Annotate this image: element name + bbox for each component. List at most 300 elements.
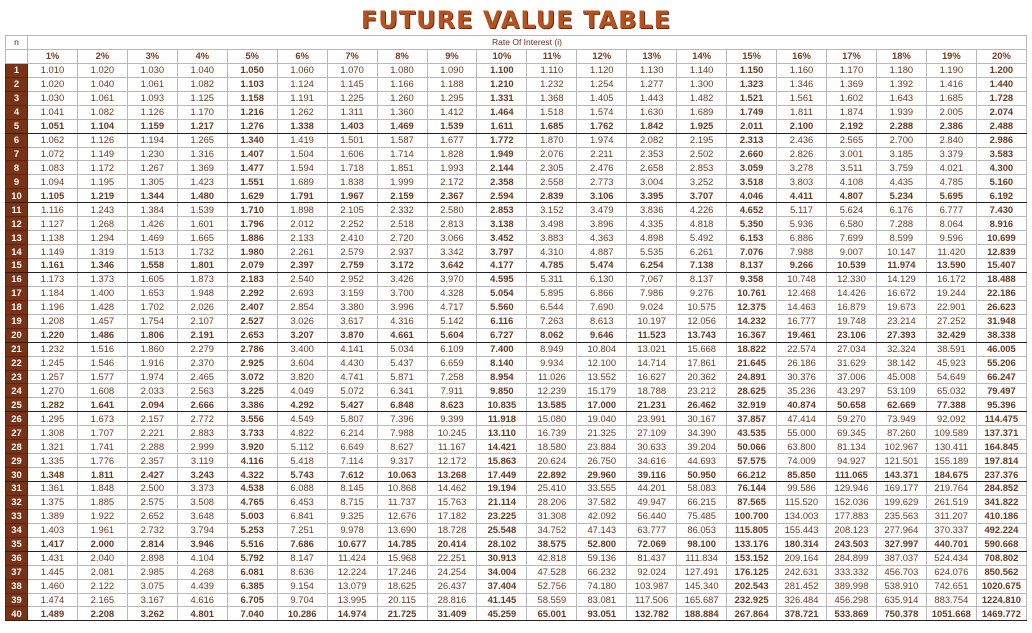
value-cell: 2.192: [827, 119, 877, 133]
future-value-table-page: [5, 5, 1027, 631]
value-cell: 5.160: [976, 175, 1026, 189]
value-cell: 492.224: [976, 523, 1026, 537]
value-cell: 4.292: [277, 398, 327, 412]
value-cell: 21.325: [577, 426, 627, 440]
value-cell: 93.051: [577, 607, 627, 621]
value-cell: 4.822: [277, 426, 327, 440]
value-cell: 1.262: [277, 105, 327, 119]
value-cell: 1.294: [77, 231, 127, 245]
value-cell: 56.440: [627, 509, 677, 523]
value-cell: 9.646: [577, 328, 627, 342]
value-cell: 92.024: [627, 565, 677, 579]
value-cell: 63.777: [627, 523, 677, 537]
value-cell: 75.485: [677, 509, 727, 523]
rate-header: 12%: [577, 49, 627, 63]
value-cell: 1.245: [28, 356, 78, 370]
value-cell: 12.839: [976, 245, 1026, 259]
table-row: [6, 314, 1027, 328]
value-cell: 2.221: [127, 426, 177, 440]
value-cell: 66.232: [577, 565, 627, 579]
value-cell: 12.375: [727, 300, 777, 314]
value-cell: 2.786: [227, 342, 277, 356]
value-cell: 28.102: [477, 537, 527, 551]
period-cell: 17: [6, 286, 28, 300]
value-cell: 1.384: [127, 203, 177, 217]
value-cell: 2.370: [177, 356, 227, 370]
value-cell: 87.260: [876, 426, 926, 440]
value-cell: 1.051: [28, 119, 78, 133]
table-row: [6, 495, 1027, 509]
value-cell: 58.083: [677, 482, 727, 496]
value-cell: 13.079: [327, 579, 377, 593]
value-cell: 14.463: [777, 300, 827, 314]
value-cell: 31.308: [527, 509, 577, 523]
value-cell: 23.214: [876, 314, 926, 328]
value-cell: 2.839: [527, 189, 577, 203]
value-cell: 8.949: [527, 342, 577, 356]
value-cell: 34.390: [677, 426, 727, 440]
value-cell: 1.561: [777, 91, 827, 105]
table-row: [6, 579, 1027, 593]
value-cell: 1.191: [277, 91, 327, 105]
value-cell: 1.062: [28, 133, 78, 147]
value-cell: 2.313: [727, 133, 777, 147]
value-cell: 3.498: [527, 217, 577, 231]
value-cell: 16.627: [627, 370, 677, 384]
value-cell: 6.176: [876, 203, 926, 217]
value-cell: 1.689: [277, 175, 327, 189]
value-cell: 2.292: [227, 286, 277, 300]
value-cell: 6.088: [277, 482, 327, 496]
value-cell: 62.669: [876, 398, 926, 412]
value-cell: 2.853: [677, 161, 727, 175]
value-cell: 1.653: [127, 286, 177, 300]
value-cell: 2.357: [127, 454, 177, 468]
value-cell: 3.511: [827, 161, 877, 175]
value-cell: 708.802: [976, 551, 1026, 565]
table-row: [6, 286, 1027, 300]
value-cell: 45.923: [926, 356, 976, 370]
table-row: [6, 551, 1027, 565]
value-cell: 1.870: [527, 133, 577, 147]
value-cell: 237.376: [976, 468, 1026, 482]
value-cell: 1051.668: [926, 607, 976, 621]
value-cell: 1.464: [477, 105, 527, 119]
rate-of-interest-header: Rate Of Interest (i): [28, 36, 1027, 50]
value-cell: 19.461: [777, 328, 827, 342]
value-cell: 4.049: [277, 384, 327, 398]
value-cell: 1.159: [127, 119, 177, 133]
value-cell: 4.104: [177, 551, 227, 565]
value-cell: 19.244: [926, 286, 976, 300]
value-cell: 2.565: [827, 133, 877, 147]
value-cell: 38.591: [926, 342, 976, 356]
table-row: [6, 440, 1027, 454]
value-cell: 6.109: [427, 342, 477, 356]
value-cell: 132.782: [627, 607, 677, 621]
value-cell: 27.109: [627, 426, 677, 440]
value-cell: 2.826: [777, 147, 827, 161]
value-cell: 3.479: [577, 203, 627, 217]
value-cell: 1.311: [327, 105, 377, 119]
rate-header: 20%: [976, 49, 1026, 63]
value-cell: 23.212: [677, 384, 727, 398]
value-cell: 850.562: [976, 565, 1026, 579]
value-cell: 4.717: [427, 300, 477, 314]
period-cell: 36: [6, 551, 28, 565]
value-cell: 1.762: [577, 119, 627, 133]
value-cell: 1.094: [28, 175, 78, 189]
value-cell: 1.219: [77, 189, 127, 203]
value-cell: 4.268: [177, 565, 227, 579]
rate-header: 19%: [926, 49, 976, 63]
value-cell: 1.392: [876, 77, 926, 91]
value-cell: 72.069: [627, 537, 677, 551]
value-cell: 1469.772: [976, 607, 1026, 621]
value-cell: 3.707: [677, 189, 727, 203]
value-cell: 3.797: [477, 245, 527, 259]
value-cell: 13.995: [327, 593, 377, 607]
value-cell: 1.707: [77, 426, 127, 440]
value-cell: 1.791: [277, 189, 327, 203]
value-cell: 1.594: [277, 161, 327, 175]
value-cell: 387.037: [876, 551, 926, 565]
table-row: [6, 482, 1027, 496]
value-cell: 77.388: [926, 398, 976, 412]
rate-header: 4%: [177, 49, 227, 63]
value-cell: 1.629: [227, 189, 277, 203]
value-cell: 176.125: [727, 565, 777, 579]
value-cell: 7.067: [627, 272, 677, 286]
value-cell: 2.999: [177, 440, 227, 454]
value-cell: 242.631: [777, 565, 827, 579]
value-cell: 18.625: [377, 579, 427, 593]
value-cell: 115.805: [727, 523, 777, 537]
value-cell: 1.090: [427, 63, 477, 77]
value-cell: 18.488: [976, 272, 1026, 286]
value-cell: 114.475: [976, 412, 1026, 426]
value-cell: 12.056: [677, 314, 727, 328]
value-cell: 8.954: [477, 370, 527, 384]
value-cell: 4.430: [327, 356, 377, 370]
value-cell: 2.558: [527, 175, 577, 189]
period-cell: 16: [6, 272, 28, 286]
period-cell: 18: [6, 300, 28, 314]
period-cell: 39: [6, 593, 28, 607]
value-cell: 2.157: [127, 412, 177, 426]
value-cell: 3.648: [177, 509, 227, 523]
value-cell: 1.368: [527, 91, 577, 105]
value-cell: 1.170: [827, 63, 877, 77]
table-body: [6, 63, 1027, 621]
period-cell: 27: [6, 426, 28, 440]
value-cell: 1.254: [577, 77, 627, 91]
value-cell: 19.748: [827, 314, 877, 328]
value-cell: 1.480: [177, 189, 227, 203]
value-cell: 1.232: [527, 77, 577, 91]
value-cell: 1.210: [477, 77, 527, 91]
value-cell: 4.316: [377, 314, 427, 328]
value-cell: 42.092: [577, 509, 627, 523]
value-cell: 5.604: [427, 328, 477, 342]
value-cell: 3.386: [227, 398, 277, 412]
value-cell: 37.006: [827, 370, 877, 384]
value-cell: 3.759: [876, 161, 926, 175]
value-cell: 2.011: [727, 119, 777, 133]
value-cell: 2.172: [427, 175, 477, 189]
value-cell: 3.820: [277, 370, 327, 384]
value-cell: 2.883: [177, 426, 227, 440]
rate-header: 14%: [677, 49, 727, 63]
value-cell: 7.988: [377, 426, 427, 440]
period-cell: 23: [6, 370, 28, 384]
value-cell: 11.424: [327, 551, 377, 565]
period-cell: 3: [6, 91, 28, 105]
value-cell: 13.268: [427, 468, 477, 482]
value-cell: 1.925: [677, 119, 727, 133]
value-cell: 53.109: [876, 384, 926, 398]
value-cell: 4.785: [926, 175, 976, 189]
value-cell: 202.543: [727, 579, 777, 593]
value-cell: 95.396: [976, 398, 1026, 412]
value-cell: 45.259: [477, 607, 527, 621]
value-cell: 6.153: [727, 231, 777, 245]
value-cell: 1.848: [77, 482, 127, 496]
value-cell: 1.710: [227, 203, 277, 217]
value-cell: 111.065: [827, 468, 877, 482]
value-cell: 28.816: [427, 593, 477, 607]
value-cell: 1.130: [627, 63, 677, 77]
value-cell: 1.702: [127, 300, 177, 314]
value-cell: 1.127: [28, 217, 78, 231]
value-cell: 42.818: [527, 551, 577, 565]
value-cell: 281.452: [777, 579, 827, 593]
value-cell: 2.159: [377, 189, 427, 203]
value-cell: 115.520: [777, 495, 827, 509]
value-cell: 45.008: [876, 370, 926, 384]
value-cell: 1.072: [28, 147, 78, 161]
value-cell: 1.158: [227, 91, 277, 105]
value-cell: 1.558: [127, 259, 177, 273]
value-cell: 134.003: [777, 509, 827, 523]
value-cell: 1.172: [77, 161, 127, 175]
value-cell: 1.714: [377, 147, 427, 161]
value-cell: 6.886: [777, 231, 827, 245]
value-cell: 2.518: [377, 217, 427, 231]
value-cell: 1.161: [28, 259, 78, 273]
value-cell: 103.987: [627, 579, 677, 593]
value-cell: 6.341: [377, 384, 427, 398]
value-cell: 8.613: [577, 314, 627, 328]
value-cell: 31.948: [976, 314, 1026, 328]
value-cell: 23.991: [627, 412, 677, 426]
value-cell: 2.840: [926, 133, 976, 147]
value-cell: 1.630: [627, 105, 677, 119]
period-cell: 35: [6, 537, 28, 551]
value-cell: 9.358: [727, 272, 777, 286]
value-cell: 750.378: [876, 607, 926, 621]
value-cell: 5.350: [727, 217, 777, 231]
value-cell: 145.340: [677, 579, 727, 593]
value-cell: 2.693: [277, 286, 327, 300]
value-cell: 1.685: [926, 91, 976, 105]
value-cell: 1.149: [77, 147, 127, 161]
table-row: [6, 607, 1027, 621]
period-cell: 32: [6, 495, 28, 509]
value-cell: 1.338: [277, 119, 327, 133]
value-cell: 15.763: [427, 495, 477, 509]
value-cell: 10.245: [427, 426, 477, 440]
value-cell: 3.400: [277, 342, 327, 356]
value-cell: 14.129: [876, 272, 926, 286]
value-cell: 1.373: [77, 272, 127, 286]
value-cell: 4.300: [976, 161, 1026, 175]
table-row: [6, 565, 1027, 579]
value-cell: 92.092: [926, 412, 976, 426]
table-row: [6, 77, 1027, 91]
value-cell: 12.330: [827, 272, 877, 286]
value-cell: 3.119: [177, 454, 227, 468]
rate-header: 1%: [28, 49, 78, 63]
value-cell: 326.484: [777, 593, 827, 607]
value-cell: 2.183: [227, 272, 277, 286]
value-cell: 10.575: [677, 300, 727, 314]
value-cell: 7.114: [327, 454, 377, 468]
value-cell: 34.752: [527, 523, 577, 537]
value-cell: 19.194: [477, 482, 527, 496]
table-row: [6, 217, 1027, 231]
value-cell: 1.217: [177, 119, 227, 133]
value-cell: 1.196: [28, 300, 78, 314]
value-cell: 18.728: [427, 523, 477, 537]
value-cell: 1.967: [327, 189, 377, 203]
value-cell: 2.563: [177, 384, 227, 398]
value-cell: 3.700: [377, 286, 427, 300]
value-cell: 440.701: [926, 537, 976, 551]
value-cell: 4.177: [477, 259, 527, 273]
table-row: [6, 454, 1027, 468]
value-cell: 10.147: [876, 245, 926, 259]
value-cell: 1.440: [976, 77, 1026, 91]
value-cell: 1.041: [28, 105, 78, 119]
value-cell: 1.389: [28, 509, 78, 523]
value-cell: 1.980: [227, 245, 277, 259]
value-cell: 327.997: [876, 537, 926, 551]
value-cell: 1.948: [177, 286, 227, 300]
table-row: [6, 328, 1027, 342]
value-cell: 1.417: [28, 537, 78, 551]
value-cell: 44.201: [627, 482, 677, 496]
value-cell: 6.254: [627, 259, 677, 273]
value-cell: 69.345: [827, 426, 877, 440]
value-cell: 3.870: [327, 328, 377, 342]
value-cell: 21.725: [377, 607, 427, 621]
value-cell: 1.225: [327, 91, 377, 105]
value-cell: 2.465: [177, 370, 227, 384]
value-cell: 410.186: [976, 509, 1026, 523]
value-cell: 3.225: [227, 384, 277, 398]
value-cell: 1.216: [227, 105, 277, 119]
value-cell: 1.922: [77, 509, 127, 523]
value-cell: 16.367: [727, 328, 777, 342]
value-cell: 10.835: [477, 398, 527, 412]
value-cell: 2.288: [876, 119, 926, 133]
value-cell: 311.207: [926, 509, 976, 523]
value-cell: 27.252: [926, 314, 976, 328]
value-cell: 4.741: [327, 370, 377, 384]
value-cell: 3.262: [127, 607, 177, 621]
value-cell: 2.985: [127, 565, 177, 579]
value-cell: 2.082: [627, 133, 677, 147]
value-cell: 3.243: [177, 468, 227, 482]
value-cell: 10.699: [976, 231, 1026, 245]
value-cell: 2.305: [527, 161, 577, 175]
value-cell: 16.879: [827, 300, 877, 314]
value-cell: 2.211: [577, 147, 627, 161]
value-cell: 7.686: [277, 537, 327, 551]
value-cell: 6.649: [327, 440, 377, 454]
value-cell: 4.363: [577, 231, 627, 245]
value-cell: 1.190: [926, 63, 976, 77]
value-cell: 235.563: [876, 509, 926, 523]
value-cell: 59.136: [577, 551, 627, 565]
value-cell: 43.297: [827, 384, 877, 398]
table-row: [6, 468, 1027, 482]
value-cell: 1.801: [177, 259, 227, 273]
value-cell: 389.998: [827, 579, 877, 593]
value-cell: 2.040: [77, 551, 127, 565]
value-cell: 5.117: [777, 203, 827, 217]
value-cell: 6.214: [327, 426, 377, 440]
table-row: [6, 63, 1027, 77]
value-cell: 35.236: [777, 384, 827, 398]
value-cell: 130.411: [926, 440, 976, 454]
value-cell: 1.423: [177, 175, 227, 189]
value-cell: 12.172: [427, 454, 477, 468]
value-cell: 5.054: [477, 286, 527, 300]
value-cell: 23.884: [577, 440, 627, 454]
value-cell: 13.743: [677, 328, 727, 342]
value-cell: 8.715: [327, 495, 377, 509]
value-cell: 9.978: [327, 523, 377, 537]
value-cell: 2.195: [677, 133, 727, 147]
value-cell: 20.115: [377, 593, 427, 607]
value-cell: 1.230: [127, 147, 177, 161]
value-cell: 2.288: [127, 440, 177, 454]
value-cell: 1.188: [427, 77, 477, 91]
value-cell: 3.380: [327, 300, 377, 314]
value-cell: 169.177: [876, 482, 926, 496]
n-header: n: [6, 36, 28, 50]
value-cell: 1.993: [427, 161, 477, 175]
value-cell: 15.179: [577, 384, 627, 398]
value-cell: 26.750: [577, 454, 627, 468]
value-cell: 14.974: [327, 607, 377, 621]
value-cell: 3.617: [327, 314, 377, 328]
value-cell: 16.672: [876, 286, 926, 300]
value-cell: 34.616: [627, 454, 677, 468]
rate-header: 18%: [876, 49, 926, 63]
value-cell: 8.062: [527, 328, 577, 342]
value-cell: 25.410: [527, 482, 577, 496]
rate-header: 6%: [277, 49, 327, 63]
value-cell: 22.574: [777, 342, 827, 356]
value-cell: 1.138: [28, 231, 78, 245]
value-cell: 31.409: [427, 607, 477, 621]
value-cell: 1.369: [177, 161, 227, 175]
value-cell: 47.143: [577, 523, 627, 537]
table-row: [6, 593, 1027, 607]
